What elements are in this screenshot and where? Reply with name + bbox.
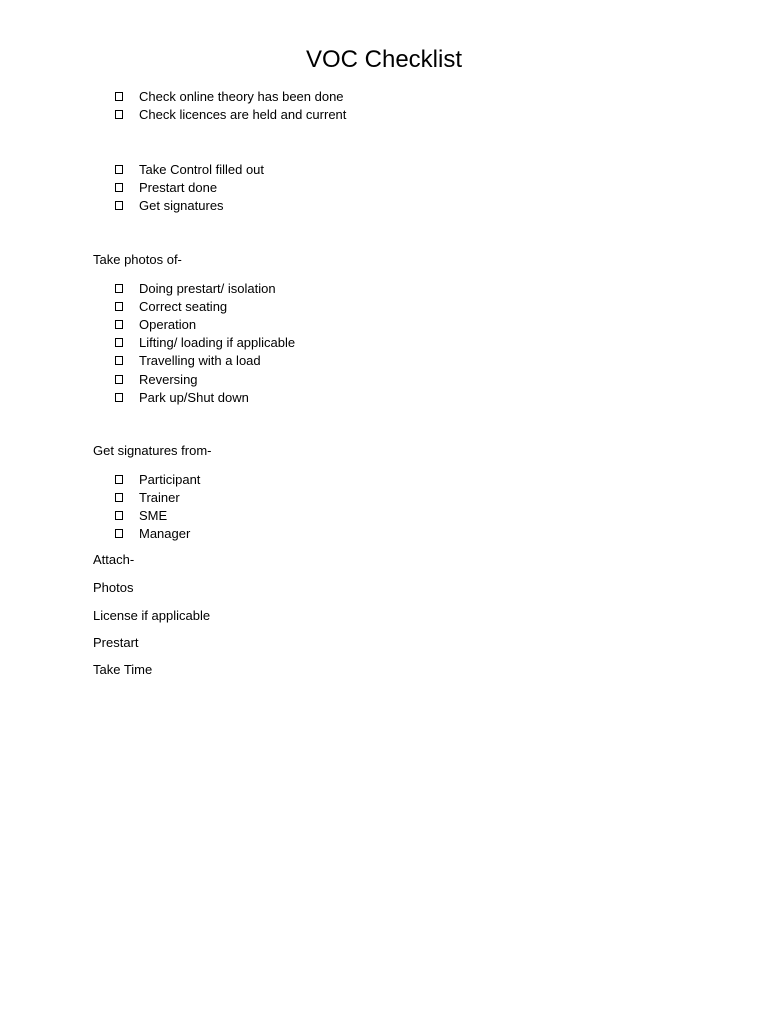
attach-item: Prestart	[93, 635, 139, 650]
checkbox-icon	[115, 110, 123, 119]
checkbox-icon	[115, 92, 123, 101]
list-item-label: Park up/Shut down	[139, 389, 249, 405]
checkbox-icon	[115, 338, 123, 347]
checkbox-icon	[115, 493, 123, 502]
checkbox-icon	[115, 302, 123, 311]
signatures-list	[115, 470, 200, 543]
attach-item: License if applicable	[93, 608, 211, 623]
list-item-label: Operation	[139, 316, 197, 332]
list-item	[115, 87, 346, 105]
pre-checks-list	[115, 87, 346, 123]
list-item-label: Participant	[139, 471, 201, 487]
list-item-label: Travelling with a load	[139, 353, 261, 369]
checkbox-icon	[115, 475, 123, 484]
list-item	[115, 506, 200, 524]
checkbox-icon	[115, 201, 123, 210]
document-title: VOC Checklist	[305, 46, 463, 73]
checkbox-icon	[115, 511, 123, 520]
checkbox-icon	[115, 529, 123, 538]
attach-heading: Attach-	[93, 552, 135, 567]
list-item-label: Manager	[139, 526, 191, 542]
checkbox-icon	[115, 375, 123, 384]
list-item-label: Prestart done	[139, 179, 218, 195]
checkbox-icon	[115, 393, 123, 402]
list-item	[115, 525, 200, 543]
list-item-label: Check licences are held and current	[139, 106, 347, 122]
list-item	[115, 105, 346, 123]
checkbox-icon	[115, 183, 123, 192]
list-item-label: Take Control filled out	[139, 161, 265, 177]
list-item	[115, 315, 295, 333]
paperwork-list	[115, 160, 264, 215]
list-item	[115, 297, 295, 315]
list-item-label: Doing prestart/ isolation	[139, 280, 276, 296]
list-item-label: Lifting/ loading if applicable	[139, 335, 296, 351]
checkbox-icon	[115, 320, 123, 329]
photos-list	[115, 279, 295, 406]
list-item	[115, 352, 295, 370]
list-item	[115, 370, 295, 388]
list-item	[115, 388, 295, 406]
list-item	[115, 178, 264, 196]
list-item-label: Get signatures	[139, 197, 224, 213]
attach-item: Take Time	[93, 662, 153, 677]
checkbox-icon	[115, 356, 123, 365]
signatures-heading: Get signatures from-	[93, 443, 212, 458]
list-item	[115, 279, 295, 297]
list-item	[115, 334, 295, 352]
list-item-label: Check online theory has been done	[139, 88, 344, 104]
attach-item: Photos	[93, 580, 134, 595]
list-item	[115, 196, 264, 214]
photos-heading: Take photos of-	[93, 252, 182, 267]
list-item	[115, 160, 264, 178]
list-item-label: Correct seating	[139, 298, 228, 314]
list-item-label: SME	[139, 507, 168, 523]
list-item-label: Reversing	[139, 371, 198, 387]
list-item	[115, 470, 200, 488]
checkbox-icon	[115, 284, 123, 293]
list-item-label: Trainer	[139, 489, 180, 505]
list-item	[115, 488, 200, 506]
checkbox-icon	[115, 165, 123, 174]
